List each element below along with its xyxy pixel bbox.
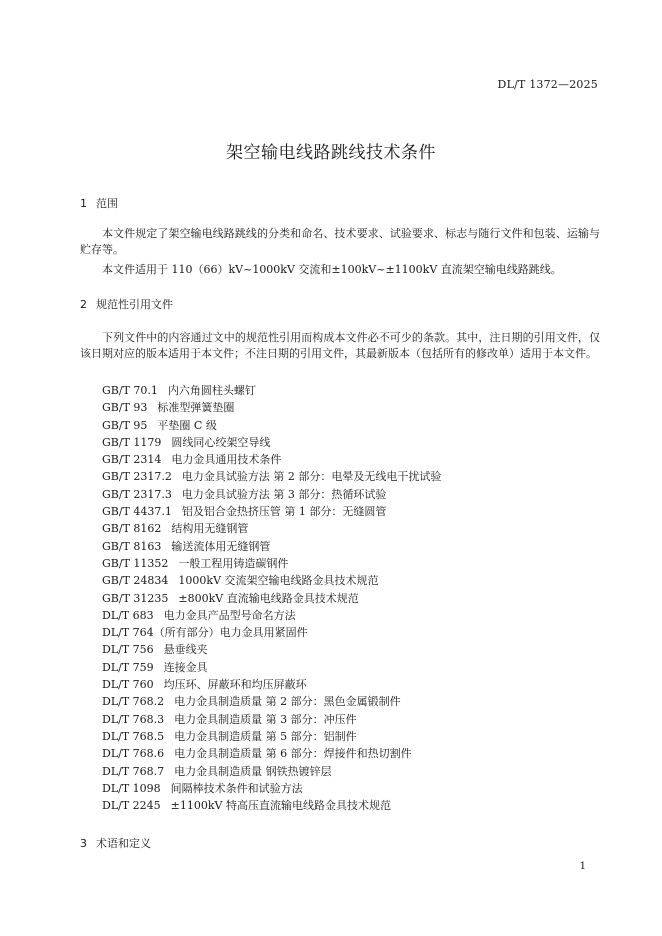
section-title: 术语和定义 <box>96 837 151 850</box>
reference-item <box>102 711 441 728</box>
reference-item <box>102 503 441 520</box>
section-2-paragraph-1: 下列文件中的内容通过文中的规范性引用而构成本文件必不可少的条款。其中，注日期的引用文件，仅该日期对应的版本适用于本文件；不注日期的引用文件，其最新版本（包括所有的修改单）适用于本文件。 <box>80 331 600 360</box>
document-title: 架空输电线路跳线技术条件 <box>226 143 436 163</box>
reference-title: 平垫圈 C 级 <box>157 418 217 432</box>
reference-title: 标准型弹簧垫圈 <box>157 401 235 415</box>
reference-item <box>102 607 441 624</box>
reference-title: 均压环、屏蔽环和均压屏蔽环 <box>163 678 307 692</box>
reference-item <box>102 693 441 710</box>
reference-item <box>102 659 441 676</box>
reference-code: GB/T 2317.3 <box>102 487 172 501</box>
section-number: 3 <box>80 837 87 850</box>
reference-code: DL/T 2245 <box>102 799 161 813</box>
reference-code: GB/T 11352 <box>102 556 169 570</box>
reference-item <box>102 676 441 693</box>
reference-title: 电力金具制造质量 钢铁热镀锌层 <box>174 764 332 778</box>
section-1-paragraph-1: 本文件规定了架空输电线路跳线的分类和命名、技术要求、试验要求、标志与随行文件和包装、运输与贮存等。 <box>80 227 600 256</box>
reference-code: GB/T 1179 <box>102 435 162 449</box>
reference-item <box>102 538 441 555</box>
reference-code: GB/T 4437.1 <box>102 505 172 519</box>
section-1-paragraph-2: 本文件适用于 110（66）kV~1000kV 交流和±100kV~±1100kV 直流架空输电线路跳线。 <box>102 263 562 276</box>
reference-item <box>102 451 441 468</box>
reference-title: 铝及铝合金热挤压管 第 1 部分：无缝圆管 <box>181 505 387 519</box>
reference-code: GB/T 2317.2 <box>102 470 172 484</box>
reference-title: 连接金具 <box>163 660 208 674</box>
reference-title: 1000kV 交流架空输电线路金具技术规范 <box>178 574 379 588</box>
reference-item <box>102 555 441 572</box>
reference-title: 电力金具制造质量 第 3 部分：冲压件 <box>174 712 357 726</box>
section-3-heading <box>80 835 151 851</box>
reference-code: GB/T 95 <box>102 418 148 432</box>
section-number: 2 <box>80 298 87 311</box>
reference-item <box>102 468 441 485</box>
reference-code: DL/T 759 <box>102 660 154 674</box>
reference-title: 一般工程用铸造碳钢件 <box>178 556 289 570</box>
reference-item <box>102 382 441 399</box>
reference-title: 结构用无缝钢管 <box>171 522 249 536</box>
reference-item <box>102 728 441 745</box>
reference-code: GB/T 8162 <box>102 522 162 536</box>
reference-code: GB/T 8163 <box>102 539 162 553</box>
section-title: 规范性引用文件 <box>96 298 173 311</box>
reference-code: DL/T 756 <box>102 643 154 657</box>
reference-code: DL/T 683 <box>102 608 154 622</box>
reference-title: 电力金具制造质量 第 6 部分：焊接件和热切割件 <box>174 747 412 761</box>
reference-code: DL/T 764（所有部分） <box>102 626 220 640</box>
reference-item <box>102 745 441 762</box>
section-1-heading <box>80 195 118 211</box>
reference-code: DL/T 760 <box>102 678 154 692</box>
reference-code: DL/T 768.3 <box>102 712 165 726</box>
section-2-heading <box>80 296 173 312</box>
reference-item <box>102 780 441 797</box>
reference-code: DL/T 768.6 <box>102 747 165 761</box>
reference-item <box>102 641 441 658</box>
reference-title: 圆线同心绞架空导线 <box>171 435 271 449</box>
reference-code: GB/T 70.1 <box>102 384 158 397</box>
reference-title: ±1100kV 特高压直流输电线路金具技术规范 <box>170 799 391 813</box>
reference-title: 间隔棒技术条件和试验方法 <box>170 781 303 795</box>
reference-item <box>102 572 441 589</box>
reference-title: 电力金具试验方法 第 2 部分：电晕及无线电干扰试验 <box>181 470 442 484</box>
reference-code: GB/T 93 <box>102 401 148 415</box>
page-number: 1 <box>579 861 586 872</box>
reference-code: DL/T 768.2 <box>102 695 165 709</box>
reference-code: GB/T 2314 <box>102 453 162 467</box>
reference-item <box>102 520 441 537</box>
reference-title: 电力金具用紧固件 <box>219 626 308 640</box>
reference-title: 电力金具试验方法 第 3 部分：热循环试验 <box>181 487 387 501</box>
reference-code: GB/T 24834 <box>102 574 169 588</box>
reference-item <box>102 590 441 607</box>
normative-reference-list <box>102 382 441 814</box>
reference-title: 电力金具制造质量 第 5 部分：铝制件 <box>174 729 357 743</box>
reference-item <box>102 434 441 451</box>
reference-title: 电力金具通用技术条件 <box>171 453 282 467</box>
section-title: 范围 <box>96 197 118 210</box>
reference-code: DL/T 1098 <box>102 781 161 795</box>
reference-title: 电力金具制造质量 第 2 部分：黑色金属锻制件 <box>174 695 401 709</box>
reference-item <box>102 486 441 503</box>
reference-item <box>102 417 441 434</box>
reference-code: DL/T 768.5 <box>102 729 165 743</box>
reference-item <box>102 399 441 416</box>
reference-code: GB/T 31235 <box>102 591 169 605</box>
document-code: DL/T 1372—2025 <box>497 78 598 91</box>
section-number: 1 <box>80 197 87 210</box>
reference-title: 悬垂线夹 <box>163 643 208 657</box>
reference-item <box>102 763 441 780</box>
reference-item <box>102 797 441 814</box>
reference-title: ±800kV 直流输电线路金具技术规范 <box>178 591 359 605</box>
reference-item <box>102 624 441 641</box>
reference-title: 内六角圆柱头螺钉 <box>167 384 256 397</box>
reference-title: 输送流体用无缝钢管 <box>171 539 271 553</box>
reference-code: DL/T 768.7 <box>102 764 165 778</box>
reference-title: 电力金具产品型号命名方法 <box>163 608 296 622</box>
